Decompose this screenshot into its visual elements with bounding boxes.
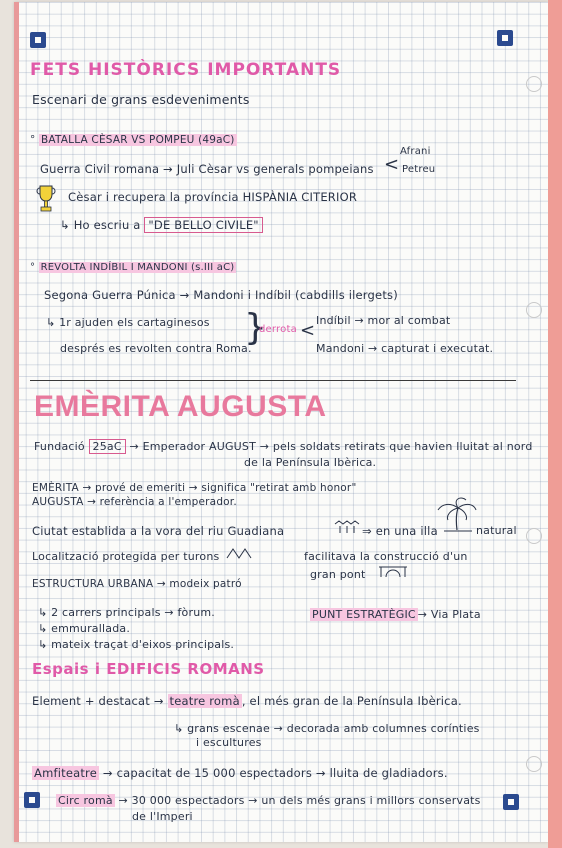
circ-line <box>56 794 481 807</box>
circ-line-2: de l'Imperi <box>132 810 193 823</box>
revolta-left-1: ↳ 1r ajuden els cartaginesos <box>46 316 210 329</box>
cesar-line-3 <box>60 218 263 232</box>
revolta-line-1: Segona Guerra Púnica → Mandoni i Indíbil (cabdills ilergets) <box>44 288 398 302</box>
corner-mark-top-left <box>30 32 46 48</box>
palm-tree-icon <box>436 496 478 532</box>
branch-bracket: < <box>384 154 400 175</box>
escenae-line: ↳ grans escenae → decorada amb columnes corínties <box>174 722 480 735</box>
cesar-line-1: Guerra Civil romana → Juli Cèsar vs generals pompeians <box>40 162 374 176</box>
ciutat-illa: ⇒ en una illa <box>362 524 438 538</box>
section-heading-revolta: ° REVOLTA INDÍBIL I MANDONI (s.III aC) <box>30 262 235 273</box>
fundacio-line <box>34 440 533 453</box>
revolta-right-1: Indíbil → mor al combat <box>316 314 451 327</box>
element-rest: , el més gran de la Península Ibèrica. <box>241 694 462 708</box>
ring-hole <box>526 528 542 544</box>
hills-icon <box>226 546 256 560</box>
emerita-etymology: EMÈRITA → prové de emeriti → significa "retirat amb honor" <box>32 482 357 494</box>
via-plata: → Via Plata <box>417 608 481 621</box>
margin-line <box>14 2 19 842</box>
cesar-heading-label: BATALLA CÈSAR VS POMPEU (49aC) <box>41 134 235 146</box>
ciutat-line: Ciutat establida a la vora del riu Guadiana <box>32 524 285 538</box>
branch-afrani: Afrani <box>400 146 431 157</box>
fundacio-rest: → Emperador AUGUST → pels soldats retirats que havien lluitat al nord <box>129 440 533 453</box>
page-title: FETS HISTÒRICS IMPORTANTS <box>30 60 342 80</box>
corner-mark-bottom-right <box>503 794 519 810</box>
emerita-title: EMÈRITA AUGUSTA <box>34 390 327 423</box>
punt-label: PUNT ESTRATÈGIC <box>312 608 416 621</box>
amfiteatre-line <box>32 766 448 780</box>
subtitle: Escenari de grans esdeveniments <box>32 92 250 107</box>
ring-hole <box>526 756 542 772</box>
augusta-etymology: AUGUSTA → referència a l'emperador. <box>32 496 237 508</box>
element-prefix: Element + destacat → <box>32 694 164 708</box>
bridge-icon <box>378 564 408 578</box>
circ-label: Circ romà <box>58 794 113 807</box>
amfiteatre-label: Amfiteatre <box>34 766 98 780</box>
cesar-line-2: Cèsar i recupera la província HISPÀNIA CITERIOR <box>68 190 358 204</box>
localitzacio-line: Localització protegida per turons <box>32 550 220 563</box>
revolta-derrota: derrota <box>259 324 297 335</box>
branch-petreu: Petreu <box>402 164 436 175</box>
escultures-line: i escultures <box>196 736 262 749</box>
revolta-bracket: < <box>300 320 316 341</box>
ring-hole <box>526 302 542 318</box>
element-line <box>32 694 462 708</box>
cesar-line-3-prefix: ↳ Ho escriu a <box>60 218 141 232</box>
punt-estrategic <box>310 608 481 621</box>
fundacio-year: 25aC <box>89 439 126 454</box>
estructura-item-2: ↳ emmurallada. <box>38 622 131 635</box>
waves-icon <box>334 520 360 534</box>
section-heading-cesar: ° BATALLA CÈSAR VS POMPEU (49aC) <box>30 134 235 146</box>
estructura-item-1: ↳ 2 carrers principals → fòrum. <box>38 606 215 619</box>
facilitava-line-1: facilitava la construcció d'un <box>304 550 468 563</box>
ciutat-natural: natural <box>476 524 517 537</box>
fundacio-line-2: de la Península Ibèrica. <box>244 456 377 469</box>
estructura-line: ESTRUCTURA URBANA → modeix patró <box>32 578 242 590</box>
teatre-roma: teatre romà <box>169 694 240 708</box>
fundacio-label: Fundació <box>34 440 85 453</box>
amfiteatre-rest: → capacitat de 15 000 espectadors → lluita de gladiadors. <box>102 766 448 780</box>
revolta-right-2: Mandoni → capturat i executat. <box>316 342 494 355</box>
revolta-heading-label: REVOLTA INDÍBIL I MANDONI (s.III aC) <box>40 262 235 273</box>
ring-hole <box>526 76 542 92</box>
corner-mark-top-right <box>497 30 513 46</box>
circ-rest: → 30 000 espectadors → un dels més grans i millors conservats <box>118 794 481 807</box>
book-title: "DE BELLO CIVILE" <box>144 217 262 233</box>
espais-title: Espais i EDIFICIS ROMANS <box>32 660 265 678</box>
brace: } <box>244 307 267 348</box>
section-divider <box>30 380 516 381</box>
corner-mark-bottom-left <box>24 792 40 808</box>
page-edge <box>548 0 562 848</box>
estructura-item-3: ↳ mateix traçat d'eixos principals. <box>38 638 235 651</box>
facilitava-line-2: gran pont <box>310 568 366 581</box>
revolta-left-2: després es revolten contra Roma. <box>60 342 252 355</box>
trophy-icon <box>36 184 56 214</box>
